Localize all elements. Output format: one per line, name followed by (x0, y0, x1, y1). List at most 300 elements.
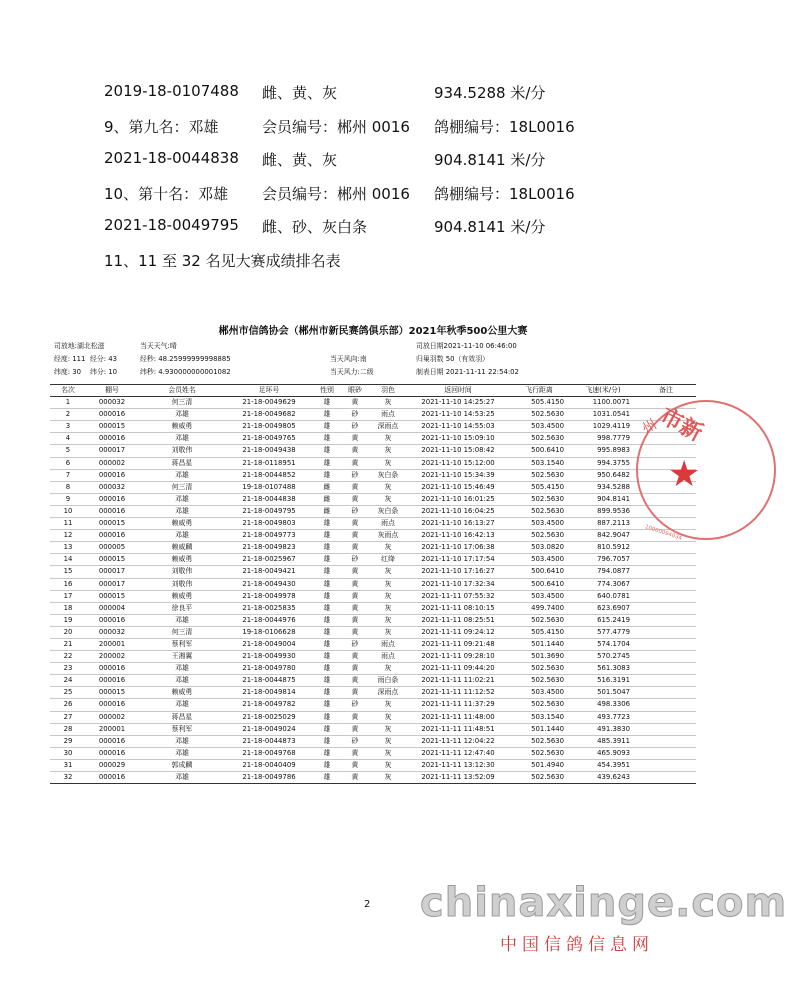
table-cell: 雄 (323, 579, 331, 588)
table-cell: 雌 (323, 506, 331, 515)
table-cell: 黄 (351, 531, 359, 540)
table-cell: 2021-11-11 12:04:22 (421, 736, 495, 745)
table-cell: 17 (63, 591, 73, 600)
column-header: 性别 (320, 386, 334, 394)
table-cell: 2021-11-10 15:12:00 (421, 458, 495, 467)
table-cell: 200002 (98, 652, 126, 661)
table-cell: 16 (63, 579, 73, 588)
table-cell: 503.1540 (531, 712, 564, 721)
latitude-second: 纬秒: 4.930000000001082 (140, 368, 231, 376)
table-cell: 500.6410 (531, 579, 564, 588)
table-cell: 灰白条 (377, 506, 399, 515)
table-cell: 21-18-0025029 (242, 712, 296, 721)
table-cell: 邓雄 (175, 494, 189, 503)
table-cell: 赖威勇 (171, 422, 193, 431)
table-cell: 王湘翼 (171, 652, 193, 661)
table-cell: 21-18-0044976 (242, 615, 296, 624)
table-cell: 000004 (98, 603, 126, 612)
table-cell: 雨点 (381, 410, 395, 419)
table-cell: 505.4150 (531, 482, 564, 491)
table-cell: 502.5630 (531, 736, 564, 745)
table-cell: 2021-11-11 11:02:21 (421, 676, 495, 685)
table-cell: 2021-11-11 11:48:00 (421, 712, 495, 721)
table-cell: 砂 (351, 700, 359, 709)
table-cell: 2021-11-10 15:46:49 (421, 482, 495, 491)
table-cell: 灰 (384, 398, 392, 407)
table-cell: 2021-11-10 17:06:38 (421, 543, 495, 552)
table-cell: 灰 (384, 482, 392, 491)
table-cell: 30 (63, 748, 73, 757)
table-cell: 28 (63, 724, 73, 733)
latitude-minute: 纬分: 10 (90, 368, 118, 376)
table-cell (636, 747, 696, 759)
table-cell: 000016 (98, 676, 126, 685)
table-cell: 黄 (351, 482, 359, 491)
table-cell: 5 (65, 446, 71, 455)
table-cell: 000015 (98, 422, 126, 431)
table-cell: 640.0781 (597, 591, 630, 600)
longitude-second: 经秒: 48.25999999998885 (140, 355, 231, 363)
table-cell: 雄 (323, 434, 331, 443)
table-cell: 21-18-0049421 (242, 567, 296, 576)
table-cell: 503.4500 (531, 688, 564, 697)
table-row (50, 566, 696, 578)
award-line-cell: 会员编号：郴州 0016 (262, 184, 410, 203)
table-cell: 8 (65, 482, 71, 491)
award-note (104, 250, 664, 284)
table-cell: 000015 (98, 519, 126, 528)
table-cell: 2021-11-11 09:28:10 (421, 652, 495, 661)
table-cell: 503.1540 (531, 458, 564, 467)
table-cell: 灰 (384, 627, 392, 636)
table-cell: 黄 (351, 652, 359, 661)
table-cell: 黄 (351, 676, 359, 685)
table-cell: 21-18-0049978 (242, 591, 296, 600)
table-cell: 雄 (323, 639, 331, 648)
table-cell: 439.6243 (597, 773, 630, 781)
table-cell (636, 675, 696, 687)
table-cell: 505.4150 (531, 627, 564, 636)
table-cell: 2021-11-11 11:12:52 (421, 688, 495, 697)
table-cell: 950.6482 (597, 470, 630, 479)
table-cell: 2021-11-10 16:04:25 (421, 506, 495, 515)
table-cell: 雨点 (381, 652, 395, 661)
table-cell: 25 (63, 688, 73, 697)
table-cell (636, 651, 696, 663)
table-cell: 000016 (98, 470, 126, 479)
table-cell: 503.4500 (531, 519, 564, 528)
table-row (50, 651, 696, 663)
table-row (50, 626, 696, 638)
table-cell: 810.5912 (597, 543, 630, 552)
table-cell: 雨点 (381, 519, 395, 528)
seal-text: 市新 (655, 403, 707, 447)
table-cell: 灰白条 (377, 470, 399, 479)
table-cell: 邓雄 (175, 748, 189, 757)
table-cell: 灰 (384, 724, 392, 733)
table-row (50, 602, 696, 614)
table-cell: 505.4150 (531, 398, 564, 407)
association-seal (636, 400, 776, 540)
table-cell: 砂 (351, 639, 359, 648)
table-row (50, 590, 696, 602)
column-header: 返回时间 (444, 386, 472, 394)
table-row (50, 469, 696, 481)
table-row (50, 481, 696, 493)
longitude-minute: 经分: 43 (90, 355, 118, 363)
table-cell: 21-18-0049782 (242, 700, 296, 709)
table-cell: 000015 (98, 591, 126, 600)
table-cell: 灰 (384, 603, 392, 612)
table-cell: 雄 (323, 760, 331, 769)
watermark-subtitle: 中国信鸽信息网 (500, 935, 654, 955)
table-cell: 雌 (323, 482, 331, 491)
table-cell (636, 626, 696, 638)
table-cell: 24 (63, 676, 73, 685)
award-line-cell: 2021-18-0049795 (104, 216, 239, 234)
table-cell: 502.5630 (531, 494, 564, 503)
table-cell: 503.0820 (531, 543, 564, 552)
award-line-cell: 2019-18-0107488 (104, 82, 239, 100)
table-cell: 577.4779 (597, 627, 630, 636)
table-cell: 雄 (323, 712, 331, 721)
award-line-cell: 雌、黄、灰 (262, 151, 338, 169)
table-cell: 黄 (351, 434, 359, 443)
table-cell: 502.5630 (531, 410, 564, 419)
table-cell: 21-18-0049786 (242, 773, 296, 781)
table-cell: 黄 (351, 688, 359, 697)
table-cell: 21-18-0049629 (242, 398, 296, 407)
table-cell: 2021-11-10 17:16:27 (421, 567, 495, 576)
table-cell: 邓雄 (175, 700, 189, 709)
table-cell (636, 542, 696, 554)
table-cell: 灰雨点 (377, 531, 399, 540)
table-cell: 454.3951 (597, 760, 630, 769)
table-cell: 21-18-0044875 (242, 676, 296, 685)
table-cell: 雄 (323, 458, 331, 467)
table-cell: 灰 (384, 567, 392, 576)
table-header-row (50, 385, 696, 397)
award-line (104, 82, 664, 116)
seal-side-text: 州 (639, 416, 660, 438)
table-cell: 1100.0071 (592, 398, 630, 407)
table-cell: 502.5630 (531, 748, 564, 757)
table-row (50, 772, 696, 784)
table-row (50, 663, 696, 675)
table-cell: 邓雄 (175, 434, 189, 443)
table-cell: 000016 (98, 494, 126, 503)
table-cell: 2021-11-10 16:13:27 (421, 519, 495, 528)
latitude-degree: 纬度: 30 (54, 368, 82, 376)
table-row (50, 397, 696, 409)
table-cell: 邓雄 (175, 676, 189, 685)
table-cell: 502.5630 (531, 531, 564, 540)
table-cell (636, 638, 696, 650)
table-cell: 赖威麟 (171, 543, 193, 552)
table-cell: 7 (65, 470, 71, 479)
table-cell: 灰 (384, 760, 392, 769)
table-cell: 郭成麟 (171, 760, 193, 769)
table-cell: 1 (65, 398, 71, 407)
table-cell: 4 (65, 434, 71, 443)
table-cell: 灰 (384, 736, 392, 745)
table-cell: 雄 (323, 748, 331, 757)
table-cell: 雄 (323, 567, 331, 576)
table-cell: 2021-11-10 17:17:54 (421, 555, 495, 564)
column-header: 棚号 (105, 386, 119, 394)
table-cell: 深雨点 (377, 422, 399, 431)
table-cell: 1031.0541 (592, 410, 630, 419)
table-cell: 砂 (351, 555, 359, 564)
table-row (50, 578, 696, 590)
results-table (50, 384, 696, 784)
table-cell: 2021-11-10 14:25:27 (421, 398, 495, 407)
table-cell: 雄 (323, 736, 331, 745)
table-cell: 灰 (384, 446, 392, 455)
table-cell: 灰 (384, 458, 392, 467)
table-cell: 21-18-0025835 (242, 603, 296, 612)
table-cell: 19-18-0107488 (242, 482, 296, 491)
table-cell: 998.7779 (597, 434, 630, 443)
table-cell (636, 554, 696, 566)
table-cell: 雄 (323, 615, 331, 624)
table-cell: 刘敬伟 (171, 446, 193, 455)
table-cell: 雄 (323, 446, 331, 455)
table-cell: 000002 (98, 712, 126, 721)
table-cell: 21-18-0049430 (242, 579, 296, 588)
table-cell: 561.3083 (597, 664, 630, 673)
table-cell: 黄 (351, 712, 359, 721)
table-cell: 21-18-0044838 (242, 494, 296, 503)
column-header: 眼砂 (348, 386, 362, 394)
table-cell: 19-18-0106628 (242, 627, 296, 636)
table-cell: 灰 (384, 700, 392, 709)
table-cell: 000017 (98, 579, 126, 588)
table-cell: 雨白条 (377, 676, 399, 685)
table-cell: 砂 (351, 506, 359, 515)
weather: 当天天气:晴 (140, 342, 177, 350)
table-row (50, 554, 696, 566)
table-cell: 邓雄 (175, 470, 189, 479)
table-cell: 灰 (384, 591, 392, 600)
award-line (104, 149, 664, 183)
table-cell: 899.9536 (597, 506, 630, 515)
table-cell: 雄 (323, 700, 331, 709)
table-row (50, 711, 696, 723)
award-line-cell: 934.5288 米/分 (434, 84, 546, 102)
table-cell: 雄 (323, 410, 331, 419)
column-header: 足环号 (258, 386, 280, 394)
table-cell: 21-18-0049823 (242, 543, 296, 552)
release-place: 司放地:湖北松滋 (54, 342, 105, 350)
table-cell: 15 (63, 567, 73, 576)
award-line-cell: 鸽棚编号：18L0016 (434, 117, 575, 136)
table-cell: 502.5630 (531, 773, 564, 781)
award-line-cell: 2021-18-0044838 (104, 149, 239, 167)
table-cell: 何三清 (171, 627, 193, 636)
table-cell: 2021-11-11 13:12:30 (421, 760, 495, 769)
table-cell: 灰 (384, 615, 392, 624)
table-cell: 黄 (351, 494, 359, 503)
table-cell: 红绛 (381, 555, 395, 564)
table-cell (636, 711, 696, 723)
table-cell: 深雨点 (377, 688, 399, 697)
award-line (104, 116, 664, 150)
table-cell: 000032 (98, 482, 126, 491)
page-number: 2 (364, 899, 371, 910)
table-row (50, 759, 696, 771)
table-cell: 黄 (351, 664, 359, 673)
table-cell: 2021-11-10 14:55:03 (421, 422, 495, 431)
table-cell: 21-18-0040409 (242, 760, 296, 769)
table-cell: 000015 (98, 688, 126, 697)
table-cell: 000016 (98, 748, 126, 757)
table-cell: 黄 (351, 458, 359, 467)
award-line (104, 183, 664, 217)
table-cell (636, 687, 696, 699)
table-row (50, 505, 696, 517)
table-row (50, 530, 696, 542)
table-cell (636, 566, 696, 578)
table-row (50, 433, 696, 445)
table-cell: 邓雄 (175, 664, 189, 673)
table-cell: 黄 (351, 446, 359, 455)
table-cell: 砂 (351, 736, 359, 745)
table-cell: 10 (63, 506, 73, 515)
table-cell: 21-18-0049930 (242, 652, 296, 661)
table-cell: 黄 (351, 543, 359, 552)
table-cell: 000029 (98, 760, 126, 769)
table-cell: 12 (63, 531, 73, 540)
table-cell: 842.9047 (597, 531, 630, 540)
table-cell (636, 759, 696, 771)
table-cell: 2021-11-11 12:47:40 (421, 748, 495, 757)
table-cell: 2021-11-11 09:21:48 (421, 639, 495, 648)
award-line-cell: 9、第九名：邓雄 (104, 117, 219, 136)
table-cell: 000017 (98, 567, 126, 576)
table-cell (636, 723, 696, 735)
table-row (50, 747, 696, 759)
table-cell: 2021-11-11 07:55:32 (421, 591, 495, 600)
award-line-cell: 雌、砂、灰白条 (262, 218, 368, 236)
table-cell: 502.5630 (531, 676, 564, 685)
table-cell: 22 (63, 652, 73, 661)
table-row (50, 493, 696, 505)
table-cell: 雄 (323, 591, 331, 600)
table-cell: 21-18-0049803 (242, 519, 296, 528)
award-line-cell: 雌、黄、灰 (262, 84, 338, 102)
table-cell (636, 590, 696, 602)
table-cell: 501.5047 (597, 688, 630, 697)
table-cell: 32 (63, 773, 73, 781)
award-line-cell: 会员编号：郴州 0016 (262, 117, 410, 136)
column-header: 名次 (61, 386, 75, 394)
table-cell: 21 (63, 639, 73, 648)
table-row (50, 542, 696, 554)
table-cell: 2021-11-10 15:34:39 (421, 470, 495, 479)
table-cell: 21-18-0049438 (242, 446, 296, 455)
table-cell: 砂 (351, 470, 359, 479)
table-cell: 邓雄 (175, 410, 189, 419)
table-row (50, 699, 696, 711)
table-row (50, 723, 696, 735)
table-cell: 499.7400 (531, 603, 564, 612)
column-header: 飞速(米/分) (585, 386, 621, 394)
table-cell: 000016 (98, 700, 126, 709)
table-cell: 黄 (351, 398, 359, 407)
table-cell: 邓雄 (175, 736, 189, 745)
table-cell: 徐良平 (171, 603, 193, 612)
table-cell: 000017 (98, 446, 126, 455)
table-cell: 502.5630 (531, 434, 564, 443)
table-cell: 200001 (98, 639, 126, 648)
star-icon: ★ (668, 454, 701, 495)
table-cell (636, 699, 696, 711)
table-cell: 2021-11-11 11:48:51 (421, 724, 495, 733)
table-cell: 796.7057 (597, 555, 630, 564)
table-cell: 21-18-0049805 (242, 422, 296, 431)
table-cell: 31 (63, 760, 73, 769)
column-header: 备注 (659, 386, 673, 394)
table-cell: 502.5630 (531, 470, 564, 479)
watermark-logo: chinaxinge.com (420, 880, 787, 926)
table-cell: 邓雄 (175, 531, 189, 540)
table-cell: 蒋昌星 (171, 458, 193, 467)
table-cell: 995.8983 (597, 446, 630, 455)
table-cell: 493.7723 (597, 712, 630, 721)
longitude-degree: 经度: 111 (54, 355, 86, 363)
table-cell: 000016 (98, 664, 126, 673)
table-cell: 雄 (323, 688, 331, 697)
table-row (50, 638, 696, 650)
table-row (50, 614, 696, 626)
table-cell: 21-18-0049004 (242, 639, 296, 648)
table-cell: 501.1440 (531, 724, 564, 733)
table-cell: 砂 (351, 422, 359, 431)
table-cell: 11 (63, 519, 73, 528)
table-cell: 000016 (98, 615, 126, 624)
table-cell: 26 (63, 700, 73, 709)
table-cell: 雄 (323, 724, 331, 733)
table-cell: 485.3911 (597, 736, 630, 745)
table-cell: 黄 (351, 724, 359, 733)
table-row (50, 518, 696, 530)
table-cell: 491.3830 (597, 724, 630, 733)
award-lines (104, 82, 664, 283)
table-cell: 2021-11-10 14:53:25 (421, 410, 495, 419)
table-cell: 雄 (323, 773, 331, 781)
table-cell: 灰 (384, 434, 392, 443)
table-row (50, 445, 696, 457)
table-row (50, 687, 696, 699)
table-cell (636, 663, 696, 675)
award-line-cell: 904.8141 米/分 (434, 151, 546, 169)
table-cell: 000032 (98, 627, 126, 636)
table-cell: 2021-11-10 16:01:25 (421, 494, 495, 503)
table-cell: 灰 (384, 579, 392, 588)
table-cell: 何三清 (171, 482, 193, 491)
table-cell: 27 (63, 712, 73, 721)
table-cell: 000016 (98, 410, 126, 419)
table-cell: 904.8141 (597, 494, 630, 503)
table-cell: 503.4500 (531, 591, 564, 600)
table-cell: 2021-11-10 15:09:10 (421, 434, 495, 443)
table-cell: 21-18-0049814 (242, 688, 296, 697)
table-cell: 1029.4119 (592, 422, 630, 431)
table-cell: 雄 (323, 664, 331, 673)
seal-code: 10000094034 (644, 524, 683, 542)
table-row (50, 675, 696, 687)
